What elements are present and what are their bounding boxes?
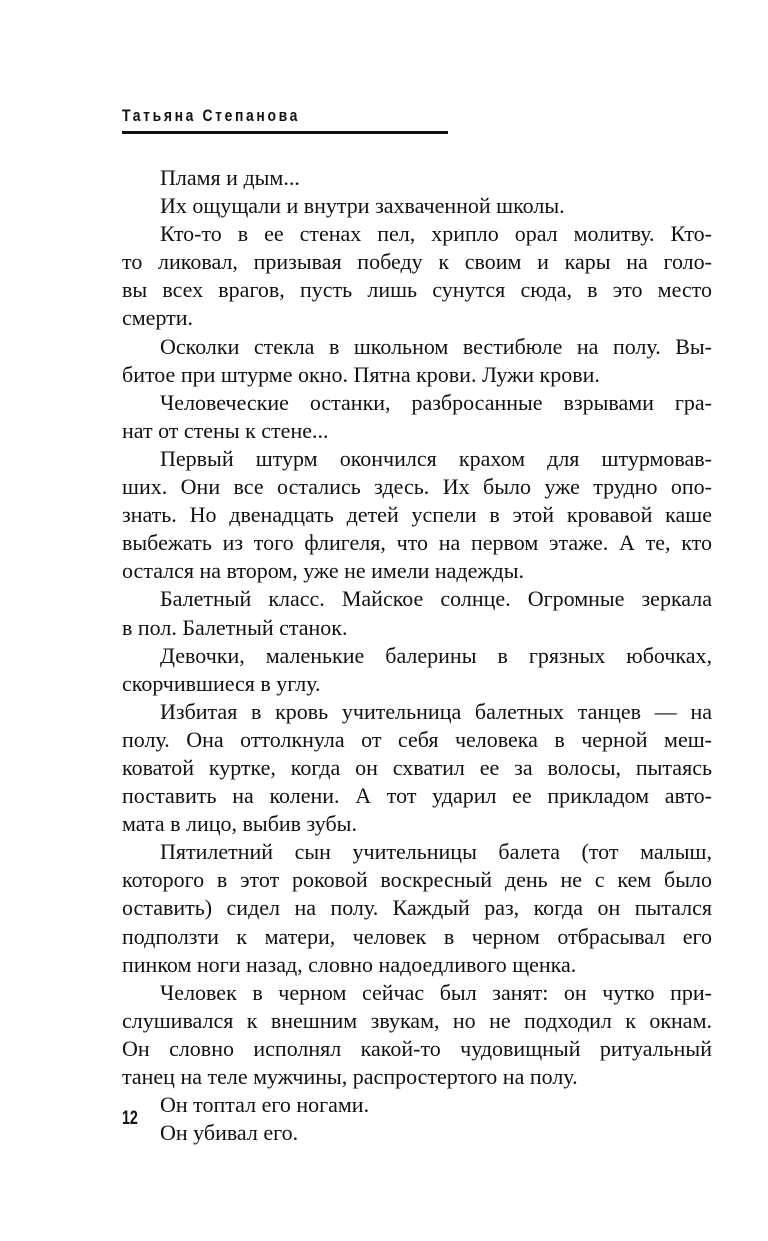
text-line: в пол. Балетный станок. <box>122 614 348 640</box>
text-line: мата в лицо, выбив зубы. <box>122 811 357 837</box>
text-line: Осколки стекла в школьном вестибюле на полу. Вы- <box>160 333 712 359</box>
text-line: оставить) сидел на полу. Каждый раз, когда он пытался <box>122 895 712 921</box>
body-text <box>122 164 712 1147</box>
text-line: вы всех врагов, пусть лишь сунутся сюда, в это место <box>122 277 712 303</box>
header-rule <box>122 131 448 134</box>
text-line: Пятилетний сын учительницы балета (тот малыш, <box>160 839 712 865</box>
text-line: Кто-то в ее стенах пел, хрипло орал молитву. Кто- <box>160 221 712 247</box>
text-line: которого в этот роковой воскресный день не с кем было <box>122 867 712 893</box>
page-number: 12 <box>122 1108 138 1129</box>
text-line: Человеческие останки, разбросанные взрывами гра- <box>160 389 712 415</box>
text-line: коватой куртке, когда он схватил ее за волосы, пытаясь <box>122 754 712 780</box>
text-line: полу. Она оттолкнула от себя человека в черной меш- <box>122 726 712 752</box>
text-line: Избитая в кровь учительница балетных танцев — на <box>160 698 712 724</box>
text-line: Их ощущали и внутри захваченной школы. <box>160 193 565 219</box>
text-line: битое при штурме окно. Пятна крови. Лужи крови. <box>122 361 600 387</box>
text-line: поставить на колени. А тот ударил ее прикладом авто- <box>122 783 712 809</box>
text-line: подползти к матери, человек в черном отбрасывал его <box>122 923 712 949</box>
text-line: танец на теле мужчины, распростертого на полу. <box>122 1064 578 1089</box>
text-line: нат от стены к стене... <box>122 417 329 443</box>
text-line: выбежать из того флигеля, что на первом этаже. А те, кто <box>122 530 712 556</box>
text-line: ших. Они все остались здесь. Их было уже трудно опо- <box>122 474 712 500</box>
text-line: Первый штурм окончился крахом для штурмовав- <box>160 445 712 471</box>
text-line: слушивался к внешним звукам, но не подходил к окнам. <box>122 1007 712 1033</box>
running-header-author: Татьяна Степанова <box>122 106 301 125</box>
text-line: остался на втором, уже не имели надежды. <box>122 558 525 584</box>
text-line: Он топтал его ногами. <box>160 1092 370 1118</box>
text-line: скорчившиеся в углу. <box>122 670 321 696</box>
text-line: Он убивал его. <box>160 1120 299 1146</box>
text-line: Человек в черном сейчас был занят: он чутко при- <box>160 979 712 1005</box>
text-line: Пламя и дым... <box>160 165 300 190</box>
text-line: то ликовал, призывая победу к своим и кары на голо- <box>122 249 712 275</box>
text-line: Балетный класс. Майское солнце. Огромные зеркала <box>160 586 712 612</box>
text-line: пинком ноги назад, словно надоедливого щенка. <box>122 951 577 977</box>
text-line: смерти. <box>122 305 194 331</box>
text-line: Девочки, маленькие балерины в грязных юбочках, <box>160 642 712 668</box>
text-line: знать. Но двенадцать детей успели в этой кровавой каше <box>122 502 712 528</box>
text-line: Он словно исполнял какой-то чудовищный ритуальный <box>122 1035 712 1061</box>
